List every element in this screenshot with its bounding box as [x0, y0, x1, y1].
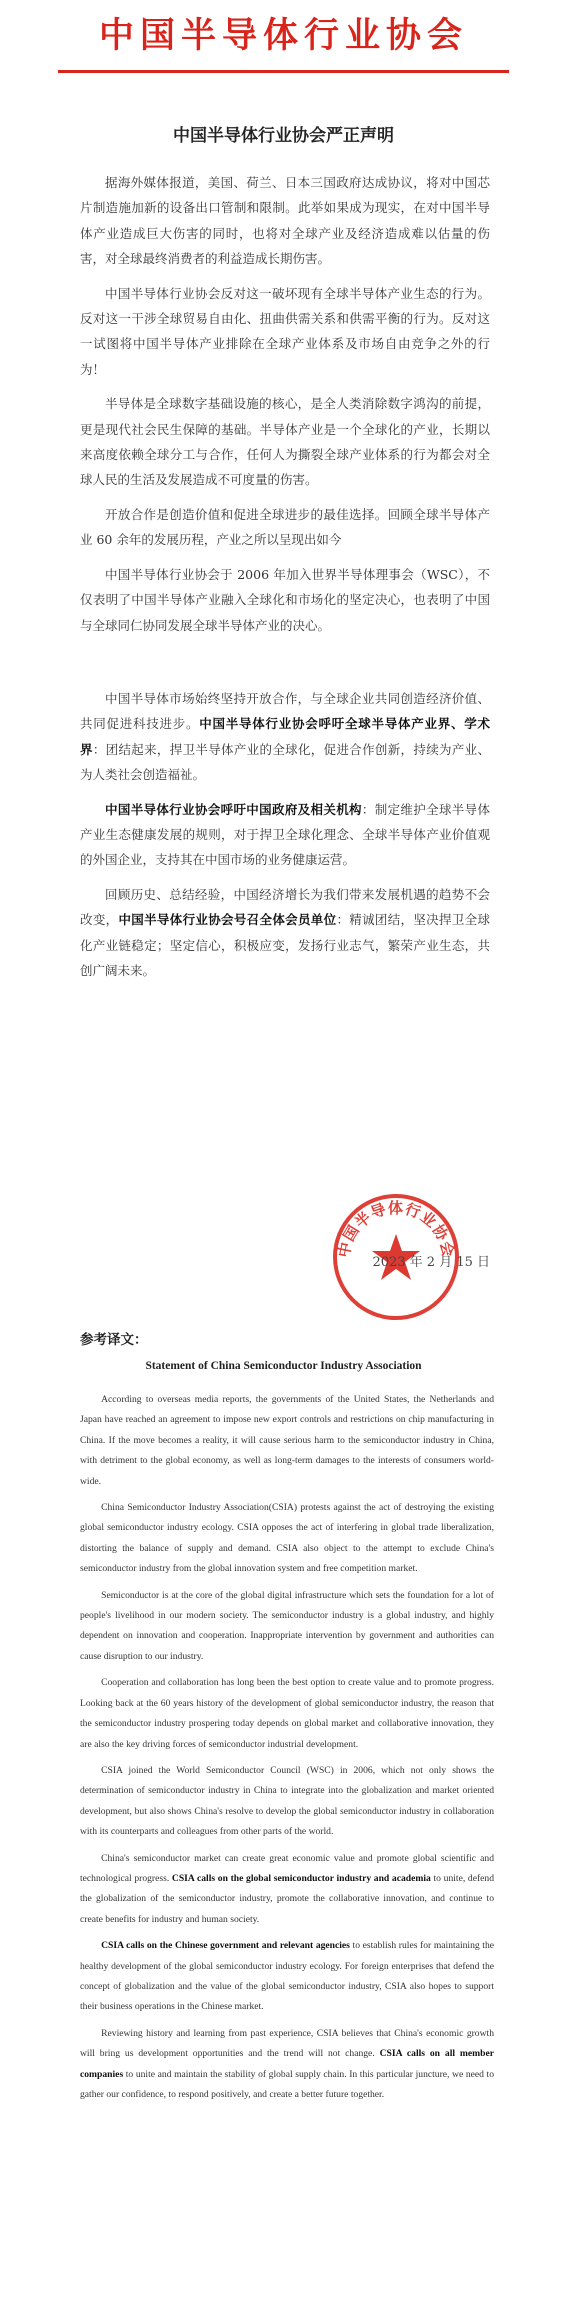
letterhead-rule	[58, 70, 509, 73]
paragraph: 回顾历史、总结经验，中国经济增长为我们带来发展机遇的趋势不会改变，中国半导体行业协会号召全体会员单位：精诚团结，坚决捍卫全球化产业链稳定；坚定信心，积极应变，发扬行业志气，繁荣产业生态，共创广阔未来。	[80, 886, 490, 978]
org-letterhead: 中国半导体行业协会	[98, 15, 468, 56]
emphasis: 中国半导体行业协会呼吁全球半导体产业界、学术界	[80, 716, 490, 757]
paragraph: Reviewing history and learning from past experience, CSIA believes that China's economic growth will bring us development opportunities and the trend will not change. CSIA calls on all member companies to unite and maintain the stability of global supply chain. In this particular juncture, we need to gather our confidence, to respond positively, and create a better future together.	[80, 2027, 494, 2100]
emphasis: CSIA calls on the Chinese government and relevant agencies	[101, 1940, 350, 1952]
paragraph: According to overseas media reports, the governments of the United States, the Netherlands and Japan have reached an agreement to impose new export controls and restrictions on chip manufacturing in China. If the move becomes a reality, it will cause serious harm to the semiconductor industry in China, with detriment to the global economy, as well as long-term damages to the interests of consumers world-wide.	[80, 1394, 494, 1487]
paragraph: CSIA calls on the Chinese government and relevant agencies to establish rules for maintaining the healthy development of the global semiconductor industry ecology. For foreign enterprises that defend the concept of globalization and the value of the global semiconductor industry, CSIA also hopes to support their business operations in the Chinese market.	[80, 1940, 494, 2013]
emphasis: CSIA calls on all member companies	[80, 2048, 494, 2080]
paragraph: China Semiconductor Industry Association(CSIA) protests against the act of destroying the existing global semiconductor industry ecology. CSIA opposes the act of interfering in global trade liberalization, distorting the balance of supply and demand. CSIA also object to the attempt to exclude China's semiconductor industry from the global innovation system and free competition market.	[80, 1502, 494, 1575]
paragraph: 据海外媒体报道，美国、荷兰、日本三国政府达成协议，将对中国芯片制造施加新的设备出口管制和限制。此举如果成为现实，在对中国半导体产业造成巨大伤害的同时，也将对全球产业及经济造成难以估量的伤害，对全球最终消费者的利益造成长期伤害。	[80, 175, 490, 267]
statement-date: 2023 年 2 月 15 日	[372, 1255, 490, 1270]
statement-title-en: Statement of China Semiconductor Industry Association	[145, 1360, 422, 1372]
seal-text: 中国半导体行业协会	[334, 1199, 458, 1260]
paragraph: 开放合作是创造价值和促进全球进步的最佳选择。回顾全球半导体产业 60 余年的发展历程，产业之所以呈现出如今	[80, 506, 490, 548]
emphasis: 中国半导体行业协会号召全体会员单位	[118, 912, 337, 928]
statement-body-en	[80, 1390, 494, 2111]
paragraph: Cooperation and collaboration has long been the best option to create value and to promote progress. Looking back at the 60 years history of the development of global semiconductor industry, the reason that the semiconductor industry prospering today depends on global market and collaborative innovation, they are also the key driving forces of semiconductor industrial development.	[80, 1677, 494, 1750]
reference-translation-heading: 参考译文：	[80, 1332, 148, 1348]
statement-title-zh: 中国半导体行业协会严正声明	[173, 126, 394, 146]
paragraph: 中国半导体行业协会于 2006 年加入世界半导体理事会（WSC），不仅表明了中国半导体产业融入全球化和市场化的坚定决心，也表明了中国与全球同仁协同发展全球半导体产业的决心。	[80, 566, 490, 633]
paragraph: Semiconductor is at the core of the global digital infrastructure which sets the foundation for a lot of people's livelihood in our modern society. The semiconductor industry is a global industry, and highly dependent on innovation and cooperation. Inappropriate intervention by government and authorities can cause disruption to our industry.	[80, 1589, 494, 1662]
paragraph: 中国半导体行业协会反对这一破坏现有全球半导体产业生态的行为。反对这一干涉全球贸易自由化、扭曲供需关系和供需平衡的行为。反对这一试图将中国半导体产业排除在全球产业体系及市场自由竞争之外的行为！	[80, 285, 490, 377]
statement-body-zh	[80, 170, 490, 992]
paragraph: 半导体是全球数字基础设施的核心，是全人类消除数字鸿沟的前提，更是现代社会民生保障的基础。半导体产业是一个全球化的产业，长期以来高度依赖全球分工与合作，任何人为撕裂全球产业体系的行为都会对全球人民的生活及发展造成不可度量的伤害。	[80, 396, 490, 488]
emphasis: CSIA calls on the global semiconductor industry and academia	[171, 1872, 431, 1884]
paragraph: 中国半导体行业协会呼吁中国政府及相关机构：制定维护全球半导体产业生态健康发展的规则，对于捍卫全球化理念、全球半导体产业价值观的外国企业，支持其在中国市场的业务健康运营。	[80, 801, 490, 868]
paragraph: China's semiconductor market can create great economic value and promote global scientific and technological progress. CSIA calls on the global semiconductor industry and academia to unite, defend the globalization of the semiconductor industry, promote the collaborative innovation, and continue to create benefits for industry and human society.	[80, 1852, 494, 1925]
emphasis: 中国半导体行业协会呼吁中国政府及相关机构	[105, 801, 362, 817]
paragraph: 中国半导体市场始终坚持开放合作，与全球企业共同创造经济价值、共同促进科技进步。中国半导体行业协会呼吁全球半导体产业界、学术界：团结起来，捍卫半导体产业的全球化，促进合作创新，持续为产业、为人类社会创造福祉。	[80, 690, 490, 783]
paragraph: CSIA joined the World Semiconductor Council (WSC) in 2006, which not only shows the determination of semiconductor industry in China to integrate into the globalization and market oriented development, but also shows China's resolve to develop the global semiconductor industry in collaboration with its counterparts and colleagues from other parts of the world.	[80, 1764, 494, 1838]
